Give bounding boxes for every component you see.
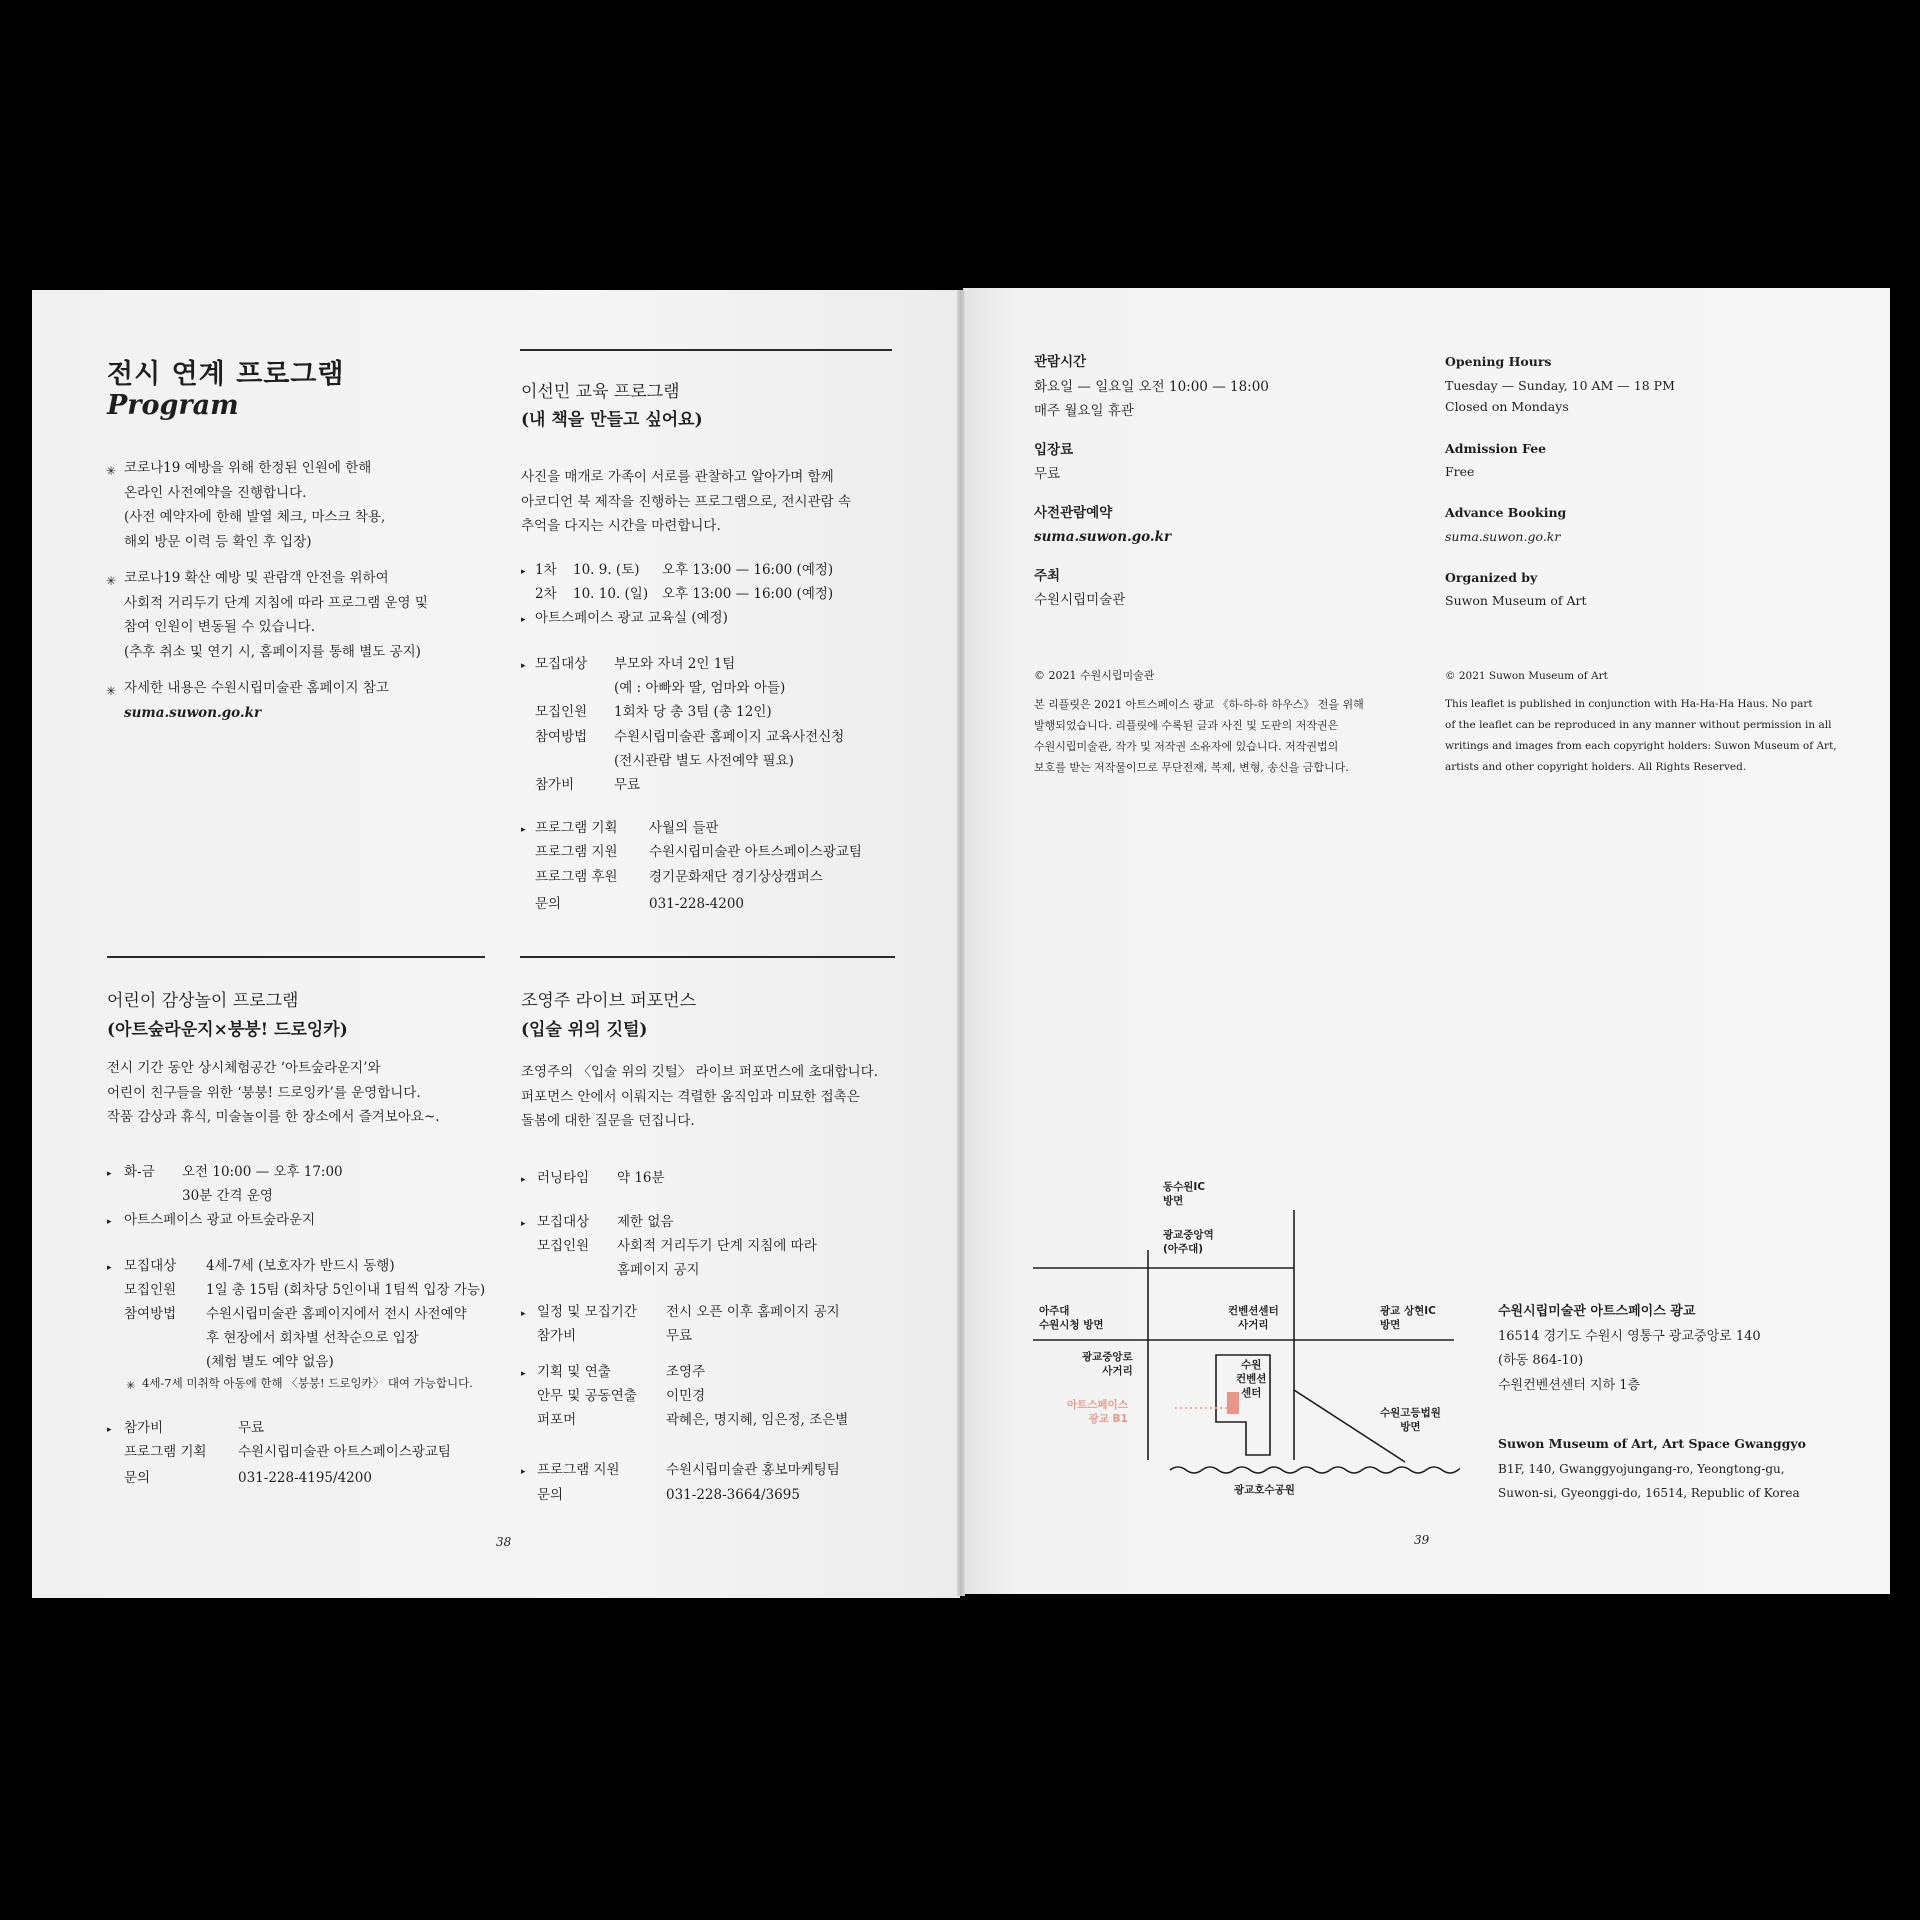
program2-venue: 아트스페이스 광교 아트숲라운지: [124, 1212, 316, 1228]
address-line: 수원컨벤션센터 지하 1층: [1498, 1377, 1641, 1393]
info-heading: 사전관람예약: [1034, 504, 1113, 521]
booking-link[interactable]: suma.suwon.go.kr: [1445, 528, 1561, 544]
address-line: Suwon-si, Gyeonggi-do, 16514, Republic of Korea: [1498, 1486, 1800, 1500]
map-label-lake-park: 광교호수공원: [1234, 1484, 1295, 1496]
session-time: 오후 13:00 — 16:00 (예정): [662, 562, 834, 578]
description-line: 전시 기간 동안 상시체험공간 ‘아트숲라운지’와: [107, 1060, 381, 1076]
info-line: 매주 월요일 휴관: [1034, 403, 1134, 419]
credit-key: 프로그램 기획: [124, 1444, 207, 1460]
program1-subtitle: (내 책을 만들고 싶어요): [521, 410, 703, 430]
staff-key: 퍼포머: [537, 1412, 577, 1428]
staff-value: 이민경: [666, 1388, 706, 1404]
address-line: 16514 경기도 수원시 영통구 광교중앙로 140: [1498, 1328, 1761, 1344]
program2-note: 4세-7세 미취학 아동에 한해 〈붕붕! 드로잉카〉 대여 가능합니다.: [142, 1376, 473, 1390]
detail-value: 수원시립미술관 홈페이지에서 전시 사전예약: [206, 1306, 467, 1322]
notice-line: 자세한 내용은 수원시립미술관 홈페이지 참고: [124, 680, 389, 696]
credit-key: 문의: [124, 1470, 151, 1486]
map-label-line: 컨벤션센터: [1228, 1305, 1279, 1317]
detail-value: 수원시립미술관 홈페이지 교육사전신청: [614, 729, 845, 745]
map-label-line: 광교중앙역: [1163, 1229, 1214, 1241]
notice-item: [124, 456, 385, 554]
map-label-line: 아주대: [1039, 1305, 1070, 1317]
detail-key: 모집대상: [124, 1258, 177, 1274]
detail-value: 1일 총 15팀 (회차당 5인이내 1팀씩 입장 가능): [206, 1282, 486, 1298]
triangle-bullet-icon: ▸: [521, 567, 526, 577]
notice-line: (추후 취소 및 연기 시, 홈페이지를 통해 별도 공지): [124, 643, 421, 660]
info-line: 수원시립미술관: [1034, 592, 1126, 608]
program1-description: [521, 465, 851, 539]
map-label-line: 방면: [1400, 1421, 1421, 1433]
map-label-line: 수원고등법원: [1380, 1407, 1441, 1419]
support-value: 031-228-3664/3695: [666, 1487, 800, 1503]
detail-key: 모집인원: [124, 1282, 177, 1298]
info-korean: [1034, 350, 1334, 613]
triangle-bullet-icon: ▸: [521, 661, 526, 671]
program3-title: 조영주 라이브 퍼포먼스: [521, 991, 697, 1011]
map-label-line: 동수원IC: [1163, 1181, 1206, 1193]
description-line: 사진을 매개로 가족이 서로를 관찰하고 알아가며 함께: [521, 469, 834, 485]
schedule-value: 오전 10:00 — 오후 17:00: [182, 1164, 343, 1180]
schedule-interval: 30분 간격 운영: [182, 1188, 273, 1204]
map-label-artspace: [1067, 1398, 1128, 1426]
booking-link[interactable]: suma.suwon.go.kr: [1034, 529, 1172, 545]
credit-value: 수원시립미술관 아트스페이스광교팀: [238, 1444, 451, 1460]
detail-value: 홈페이지 공지: [617, 1262, 700, 1278]
copyright-body-line: writings and images from each copyright holders: Suwon Museum of Art,: [1445, 740, 1837, 752]
asterisk-icon: ✳: [106, 574, 117, 588]
map-label-line: 사거리: [1238, 1319, 1269, 1331]
notice-line: 해외 방문 이력 등 확인 후 입장): [124, 533, 312, 550]
detail-value: 후 현장에서 회차별 선착순으로 입장: [206, 1330, 419, 1346]
program-title-english: Program: [107, 390, 239, 421]
map-label-line: 센터: [1241, 1387, 1262, 1399]
staff-key: 안무 및 공동연출: [537, 1388, 637, 1404]
triangle-bullet-icon: ▸: [521, 615, 526, 625]
notice-line: 온라인 사전예약을 진행합니다.: [124, 484, 307, 501]
credit-key: 프로그램 기획: [535, 820, 618, 836]
copyright-body-line: 보호를 받는 저작물이므로 무단전재, 복제, 변형, 송신을 금합니다.: [1034, 761, 1349, 774]
program2-subtitle: (아트숲라운지×붕붕! 드로잉카): [107, 1020, 348, 1040]
credit-key: 참가비: [124, 1420, 164, 1436]
program-title-korean: 전시 연계 프로그램: [107, 359, 345, 390]
detail-key: 참가비: [535, 777, 575, 793]
credit-value: 수원시립미술관 아트스페이스광교팀: [649, 844, 862, 860]
staff-value: 조영주: [666, 1364, 706, 1380]
notice-line: 코로나19 확산 예방 및 관람객 안전을 위하여: [124, 570, 389, 586]
description-line: 추억을 다지는 시간을 마련합니다.: [521, 518, 721, 534]
address-line: (하동 864-10): [1498, 1353, 1584, 1368]
map-label-line: 수원: [1241, 1359, 1262, 1371]
triangle-bullet-icon: ▸: [107, 1425, 112, 1435]
copyright-body-line: artists and other copyright holders. All Rights Reserved.: [1445, 761, 1747, 773]
map-label-ajou: [1039, 1304, 1104, 1332]
section-divider: [107, 956, 485, 958]
info-heading: 주최: [1034, 567, 1061, 584]
notice-line: (사전 예약자에 한해 발열 체크, 마스크 착용,: [124, 509, 386, 525]
detail-value: (예 : 아빠와 딸, 엄마와 아들): [614, 680, 786, 696]
map-label-line: 컨벤션: [1236, 1373, 1267, 1385]
info-line: 무료: [1034, 466, 1061, 482]
map-label-convention-cross: [1228, 1304, 1279, 1332]
copyright-body-line: of the leaflet can be reproduced in any manner without permission in all: [1445, 719, 1832, 731]
description-line: 어린이 친구들을 위한 ‘붕붕! 드로잉카’를 운영합니다.: [107, 1084, 421, 1101]
section-divider: [520, 349, 892, 351]
credit-key: 프로그램 후원: [535, 869, 618, 885]
notice-line: 참여 인원이 변동될 수 있습니다.: [124, 619, 315, 635]
program2-title: 어린이 감상놀이 프로그램: [107, 991, 299, 1011]
program2-description: [107, 1056, 440, 1130]
credit-value: 경기문화재단 경기상상캠퍼스: [649, 869, 823, 885]
info-line: Suwon Museum of Art: [1445, 593, 1587, 608]
description-line: 조영주의 〈입술 위의 깃털〉 라이브 퍼포먼스에 초대합니다.: [521, 1064, 878, 1080]
session-date: 10. 10. (일): [573, 586, 649, 602]
triangle-bullet-icon: ▸: [107, 1217, 112, 1227]
detail-key: 모집인원: [537, 1238, 590, 1254]
schedule-key: 참가비: [537, 1328, 577, 1344]
credit-value: 사월의 들판: [649, 820, 719, 836]
location-map: [1020, 1170, 1460, 1500]
session-round: 2차: [535, 586, 557, 602]
map-label-line: 방면: [1163, 1195, 1184, 1207]
page-number-right: 39: [1414, 1533, 1430, 1547]
address-english: [1498, 1432, 1806, 1506]
detail-value: 무료: [614, 777, 641, 793]
program3-subtitle: (입술 위의 깃털): [521, 1020, 648, 1040]
detail-value: 4세-7세 (보호자가 반드시 동행): [206, 1258, 395, 1274]
asterisk-icon: ✳: [126, 1379, 136, 1392]
info-line: 화요일 — 일요일 오전 10:00 — 18:00: [1034, 378, 1269, 395]
info-line: Free: [1445, 464, 1475, 479]
map-label-line: 방면: [1380, 1319, 1401, 1331]
info-heading: 관람시간: [1034, 354, 1087, 370]
detail-value: 제한 없음: [617, 1214, 674, 1230]
copyright-korean: [1034, 666, 1364, 778]
triangle-bullet-icon: ▸: [107, 1263, 112, 1273]
address-line: B1F, 140, Gwanggyojungang-ro, Yeongtong-gu,: [1498, 1461, 1785, 1476]
support-key: 문의: [537, 1487, 564, 1503]
page-number-left: 38: [496, 1535, 512, 1549]
info-heading: Opening Hours: [1445, 354, 1552, 369]
runtime-value: 약 16분: [617, 1170, 665, 1186]
detail-key: 모집대상: [537, 1214, 590, 1230]
staff-key: 기획 및 연출: [537, 1364, 611, 1380]
map-label-line: 사거리: [1102, 1365, 1133, 1377]
info-heading: 입장료: [1034, 441, 1074, 458]
info-english: [1445, 350, 1785, 611]
credit-key: 문의: [535, 896, 562, 912]
notice-item: [124, 566, 428, 664]
copyright-english: [1445, 666, 1837, 778]
copyright-body-line: 본 리플릿은 2021 아트스페이스 광교 《하-하-하 하우스》 전을 위해: [1034, 698, 1364, 711]
credit-value: 무료: [238, 1420, 265, 1436]
map-label-line: 아트스페이스: [1067, 1399, 1128, 1411]
info-line: Closed on Mondays: [1445, 398, 1569, 414]
schedule-value: 전시 오픈 이후 홈페이지 공지: [666, 1304, 840, 1320]
address-title: 수원시립미술관 아트스페이스 광교: [1498, 1304, 1696, 1319]
detail-key: 모집대상: [535, 656, 588, 672]
staff-value: 곽혜은, 명지혜, 임은정, 조은별: [666, 1412, 849, 1428]
triangle-bullet-icon: ▸: [521, 1175, 526, 1185]
schedule-key: 일정 및 모집기간: [537, 1304, 637, 1320]
triangle-bullet-icon: ▸: [521, 825, 526, 835]
program1-venue: 아트스페이스 광교 교육실 (예정): [535, 610, 728, 626]
spine-gutter: [957, 290, 965, 1596]
detail-value: (전시관람 별도 사전예약 필요): [614, 753, 794, 769]
triangle-bullet-icon: ▸: [521, 1219, 526, 1229]
notice-line: 사회적 거리두기 단계 지침에 따라 프로그램 운영 및: [124, 594, 428, 611]
info-line: Tuesday — Sunday, 10 AM — 18 PM: [1445, 377, 1675, 393]
copyright-body-line: This leaflet is published in conjunction with Ha-Ha-Ha Haus. No part: [1445, 698, 1813, 710]
map-label-line: 광교 B1: [1088, 1413, 1128, 1425]
notice-line: 코로나19 예방을 위해 한정된 인원에 한해: [124, 460, 372, 476]
notice-item: [124, 676, 389, 725]
credit-key: 프로그램 지원: [535, 844, 618, 860]
session-date: 10. 9. (토): [573, 562, 640, 578]
description-line: 작품 감상과 휴식, 미술놀이를 한 장소에서 즐겨보아요~.: [107, 1109, 440, 1125]
schedule-value: 무료: [666, 1328, 693, 1344]
triangle-bullet-icon: ▸: [521, 1369, 526, 1379]
detail-value: 부모와 자녀 2인 1팀: [614, 656, 736, 672]
triangle-bullet-icon: ▸: [521, 1309, 526, 1319]
map-label-gwanggyo-ic: [1380, 1304, 1436, 1332]
support-value: 수원시립미술관 홍보마케팅팀: [666, 1462, 840, 1478]
detail-value: 1회차 당 총 3팀 (총 12인): [614, 704, 772, 720]
lake-wave-icon: [1170, 1467, 1460, 1473]
homepage-link[interactable]: suma.suwon.go.kr: [124, 704, 262, 721]
support-key: 프로그램 지원: [537, 1462, 620, 1478]
map-label-line: 광교중앙로: [1082, 1351, 1133, 1363]
triangle-bullet-icon: ▸: [521, 1467, 526, 1477]
description-line: 돌봄에 대한 질문을 던집니다.: [521, 1113, 695, 1129]
map-label-jungang-cross: [1082, 1350, 1133, 1378]
runtime-key: 러닝타임: [537, 1170, 590, 1186]
map-label-north-ic: [1163, 1180, 1205, 1208]
description-line: 퍼포먼스 안에서 이뤄지는 격렬한 움직임과 미묘한 접촉은: [521, 1088, 860, 1105]
map-label-line: (아주대): [1163, 1243, 1204, 1255]
description-line: 아코디언 북 제작을 진행하는 프로그램으로, 전시관람 속: [521, 493, 851, 510]
map-label-convention-center: [1236, 1358, 1266, 1400]
info-heading: Organized by: [1445, 569, 1538, 585]
info-heading: Advance Booking: [1445, 505, 1567, 520]
session-time: 오후 13:00 — 16:00 (예정): [662, 586, 834, 602]
copyright-line: © 2021 Suwon Museum of Art: [1445, 670, 1608, 682]
asterisk-icon: ✳: [106, 684, 117, 698]
detail-key: 모집인원: [535, 704, 588, 720]
credit-value: 031-228-4195/4200: [238, 1470, 372, 1486]
map-label-line: 광교 상현IC: [1380, 1305, 1436, 1317]
address-korean: [1498, 1300, 1761, 1398]
program3-description: [521, 1060, 878, 1134]
detail-key: 참여방법: [124, 1306, 177, 1322]
copyright-line: © 2021 수원시립미술관: [1034, 669, 1155, 682]
detail-key: 참여방법: [535, 729, 588, 745]
copyright-body-line: 발행되었습니다. 리플릿에 수록된 글과 사진 및 도판의 저작권은: [1034, 719, 1339, 732]
credit-value: 031-228-4200: [649, 896, 745, 912]
detail-value: 사회적 거리두기 단계 지침에 따라: [617, 1238, 817, 1254]
session-round: 1차: [535, 562, 557, 578]
program1-title: 이선민 교육 프로그램: [521, 382, 680, 402]
map-label-line: 수원시청 방면: [1039, 1319, 1104, 1331]
session-row: [535, 558, 557, 583]
map-label-station: [1163, 1228, 1214, 1256]
detail-value: (체험 별도 예약 없음): [206, 1354, 334, 1370]
address-title: Suwon Museum of Art, Art Space Gwanggyo: [1498, 1436, 1806, 1451]
schedule-key: 화-금: [124, 1164, 155, 1180]
copyright-body-line: 수원시립미술관, 작가 및 저작권 소유자에 있습니다. 저작권법의: [1034, 740, 1339, 753]
map-label-court: [1380, 1406, 1441, 1434]
info-heading: Admission Fee: [1445, 440, 1547, 456]
section-divider: [520, 956, 895, 958]
triangle-bullet-icon: ▸: [107, 1169, 112, 1179]
asterisk-icon: ✳: [106, 464, 117, 478]
